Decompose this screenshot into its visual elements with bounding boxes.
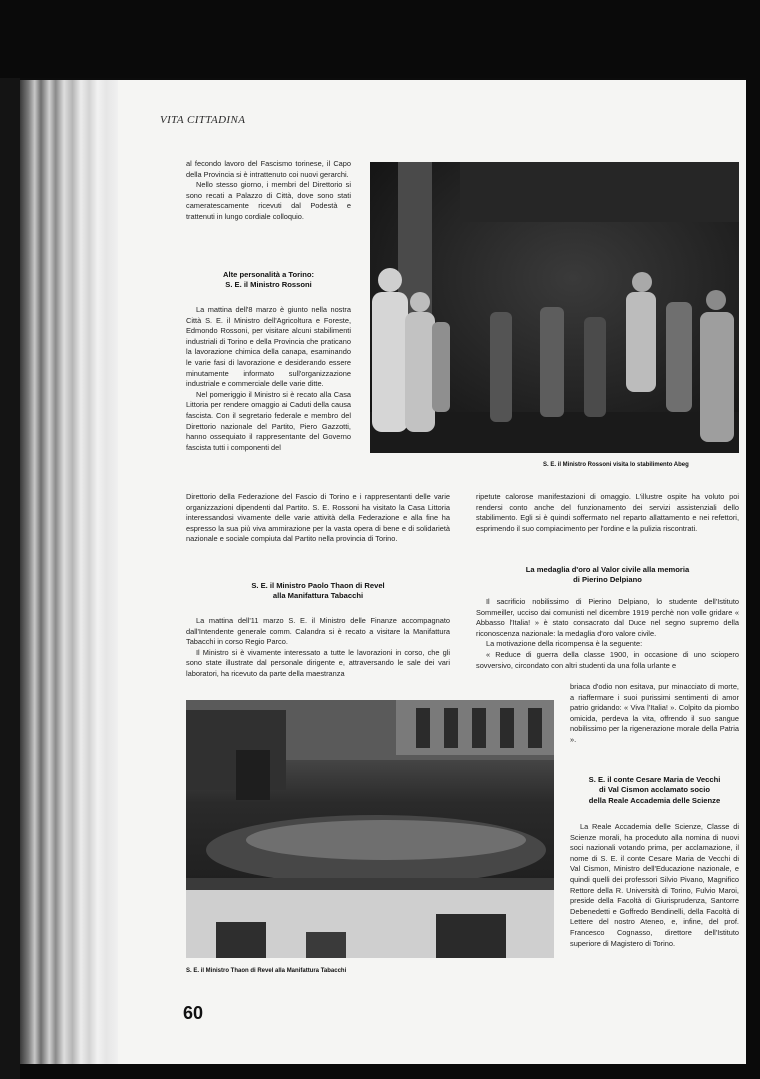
photo-manifattura-tabacchi bbox=[186, 700, 554, 958]
article-paragraph: Il Ministro si è vivamente interessato a tutte le lavorazioni in corso, che gli sono state illustrate dal personale dirigente e, attraversando le sale dei vari laboratori, ha ricevuto da parte della maestranza bbox=[186, 647, 450, 678]
heading-line: di Pierino Delpiano bbox=[573, 575, 642, 585]
section-heading-rossoni bbox=[186, 270, 351, 291]
article-paragraph: ripetute calorose manifestazioni di omaggio. L'illustre ospite ha voluto poi rendersi conto anche del funzionamento dei servizi assistenziali dello stabilimento. Egli si è quindi soffermato nel reparto allattamento e nei refettori, esprimendo il suo compiacimento per l'ordine e la pulizia riscontrati. bbox=[476, 492, 739, 533]
article-paragraph: Il sacrificio nobilissimo di Pierino Delpiano, lo studente dell'Istituto Sommeiller, ucciso dai comunisti nel dicembre 1919 perchè non volle gridare « Abbasso l'Italia! » è stato consacrato dal Duce nel segno supremo della riconoscenza nazionale: la medaglia d'oro valore civile. bbox=[476, 597, 739, 638]
article-paragraph: Nel pomeriggio il Ministro si è recato alla Casa Littoria per rendere omaggio ai Caduti della causa fascista. Con il segretario federale e membro del Direttorio nazionale del Partito, Piero Gazzotti, hanno ossequiato il rappresentante del Governo fascista tutti i componenti del bbox=[186, 389, 351, 452]
article-paragraph: La motivazione della ricompensa è la seguente: bbox=[486, 639, 643, 649]
photo-rossoni-caption: S. E. il Ministro Rossoni visita lo stabilimento Abeg bbox=[543, 462, 689, 468]
article-paragraph: Direttorio della Federazione del Fascio di Torino e i rappresentanti delle varie organizzazioni dipendenti dal Partito. S. E. Rossoni ha visitato la Casa Littoria interessandosi vivamente delle varie attività della Federazione e alla fine ha espresso la sua più viva ammirazione per la vasta opera di bene e di solidarietà nazionale e sociale compiuta dal Partito nella provincia di Torino. bbox=[186, 492, 450, 544]
page-edges bbox=[20, 80, 125, 1079]
rossoni-article-continued bbox=[186, 492, 450, 545]
scan-right-border bbox=[746, 78, 760, 1079]
running-header: VITA CITTADINA bbox=[160, 114, 246, 126]
thaon-article-continued bbox=[476, 492, 739, 534]
page-number: 60 bbox=[183, 1003, 204, 1023]
article-paragraph: briaca d'odio non esitava, pur minacciato di morte, a riaffermare i suoi purissimi sentimenti di amor patrio gridando: « Viva l'Italia! ». Colpito da piombo omicida, perdeva la vita, offrendo il suo sangue nobilissimo per la rigenerazione morale della Patria ». bbox=[570, 682, 739, 744]
photo-tabacchi-image bbox=[186, 700, 554, 958]
heading-line: della Reale Accademia delle Scienze bbox=[588, 795, 721, 805]
delpiano-article bbox=[476, 597, 739, 671]
article-paragraph: La mattina dell'8 marzo è giunto nella nostra Città S. E. il Ministro dell'Agricoltura e Foreste, Edmondo Rossoni, per visitare alcuni stabilimenti industriali di Torino e della Provincia che praticano la lavorazione chimica della canapa, esaminando le varie fasi di lavorazione e desiderando essere minutamente informato sull'organizzazione industriale e commerciale delle varie ditte. bbox=[186, 305, 351, 389]
article-paragraph: « Reduce di guerra della classe 1900, in occasione di uno sciopero sovversivo, circondato con altri studenti da una folla urlante e bbox=[476, 649, 739, 670]
heading-line: Alte personalità a Torino: bbox=[223, 270, 314, 279]
heading-line: S. E. il Ministro Rossoni bbox=[225, 280, 312, 290]
heading-line: di Val Cismon acclamato socio bbox=[599, 785, 710, 795]
photo-tabacchi-caption: S. E. il Ministro Thaon di Revel alla Manifattura Tabacchi bbox=[186, 968, 347, 974]
thaon-article bbox=[186, 616, 450, 680]
intro-text bbox=[186, 159, 351, 223]
section-heading-delpiano bbox=[476, 565, 739, 586]
heading-line: S. E. il conte Cesare Maria de Vecchi bbox=[588, 775, 721, 784]
heading-line: alla Manifattura Tabacchi bbox=[272, 591, 364, 601]
scan-top-border bbox=[0, 0, 760, 78]
intro-paragraph: al fecondo lavoro del Fascismo torinese, il Capo della Provincia si è intrattenuto coi nuovi gerarchi. bbox=[186, 159, 351, 179]
heading-line: La medaglia d'oro al Valor civile alla memoria bbox=[525, 565, 690, 574]
section-heading-devecchi bbox=[570, 775, 739, 806]
delpiano-quote-continued bbox=[570, 682, 739, 746]
scan-bottom-border bbox=[20, 1064, 760, 1079]
rossoni-article bbox=[186, 305, 351, 453]
intro-paragraph: Nello stesso giorno, i membri del Direttorio si sono recati a Palazzo di Città, dove sono stati cameratescamente ricevuti dal Podestà e trattenuti in lungo cordiale colloquio. bbox=[186, 180, 351, 221]
section-heading-thaon bbox=[186, 581, 450, 602]
devecchi-article bbox=[570, 822, 739, 949]
photo-rossoni-image bbox=[370, 162, 739, 453]
article-paragraph: La mattina dell'11 marzo S. E. il Ministro delle Finanze accompagnato dall'Intendente generale comm. Calandra si è recato a visitare la Manifattura Tabacchi in corso Regio Parco. bbox=[186, 616, 450, 647]
book-spine bbox=[0, 78, 20, 1079]
article-paragraph: La Reale Accademia delle Scienze, Classe di Scienze morali, ha proceduto alla nomina di nuovi soci nazionali votando prima, per acclamazione, il nome di S. E. il conte Cesare Maria de Vecchi di Val Cismon, Ministro dell'Educazione nazionale, e quindi quelli dei professori Silvio Pivano, Magnifico Rettore della R. Università di Torino, Fulvio Maroi, preside della Facoltà di Giurisprudenza, Santorre Debenedetti e Goffredo Bendinelli, della Facoltà di Lettere del nostro Ateneo, e, infine, del prof. Francesco Cognasso, direttore dell'Istituto superiore di Magistero di Torino. bbox=[570, 822, 739, 948]
heading-line: S. E. il Ministro Paolo Thaon di Revel bbox=[251, 581, 385, 590]
photo-rossoni-visit bbox=[370, 162, 739, 453]
